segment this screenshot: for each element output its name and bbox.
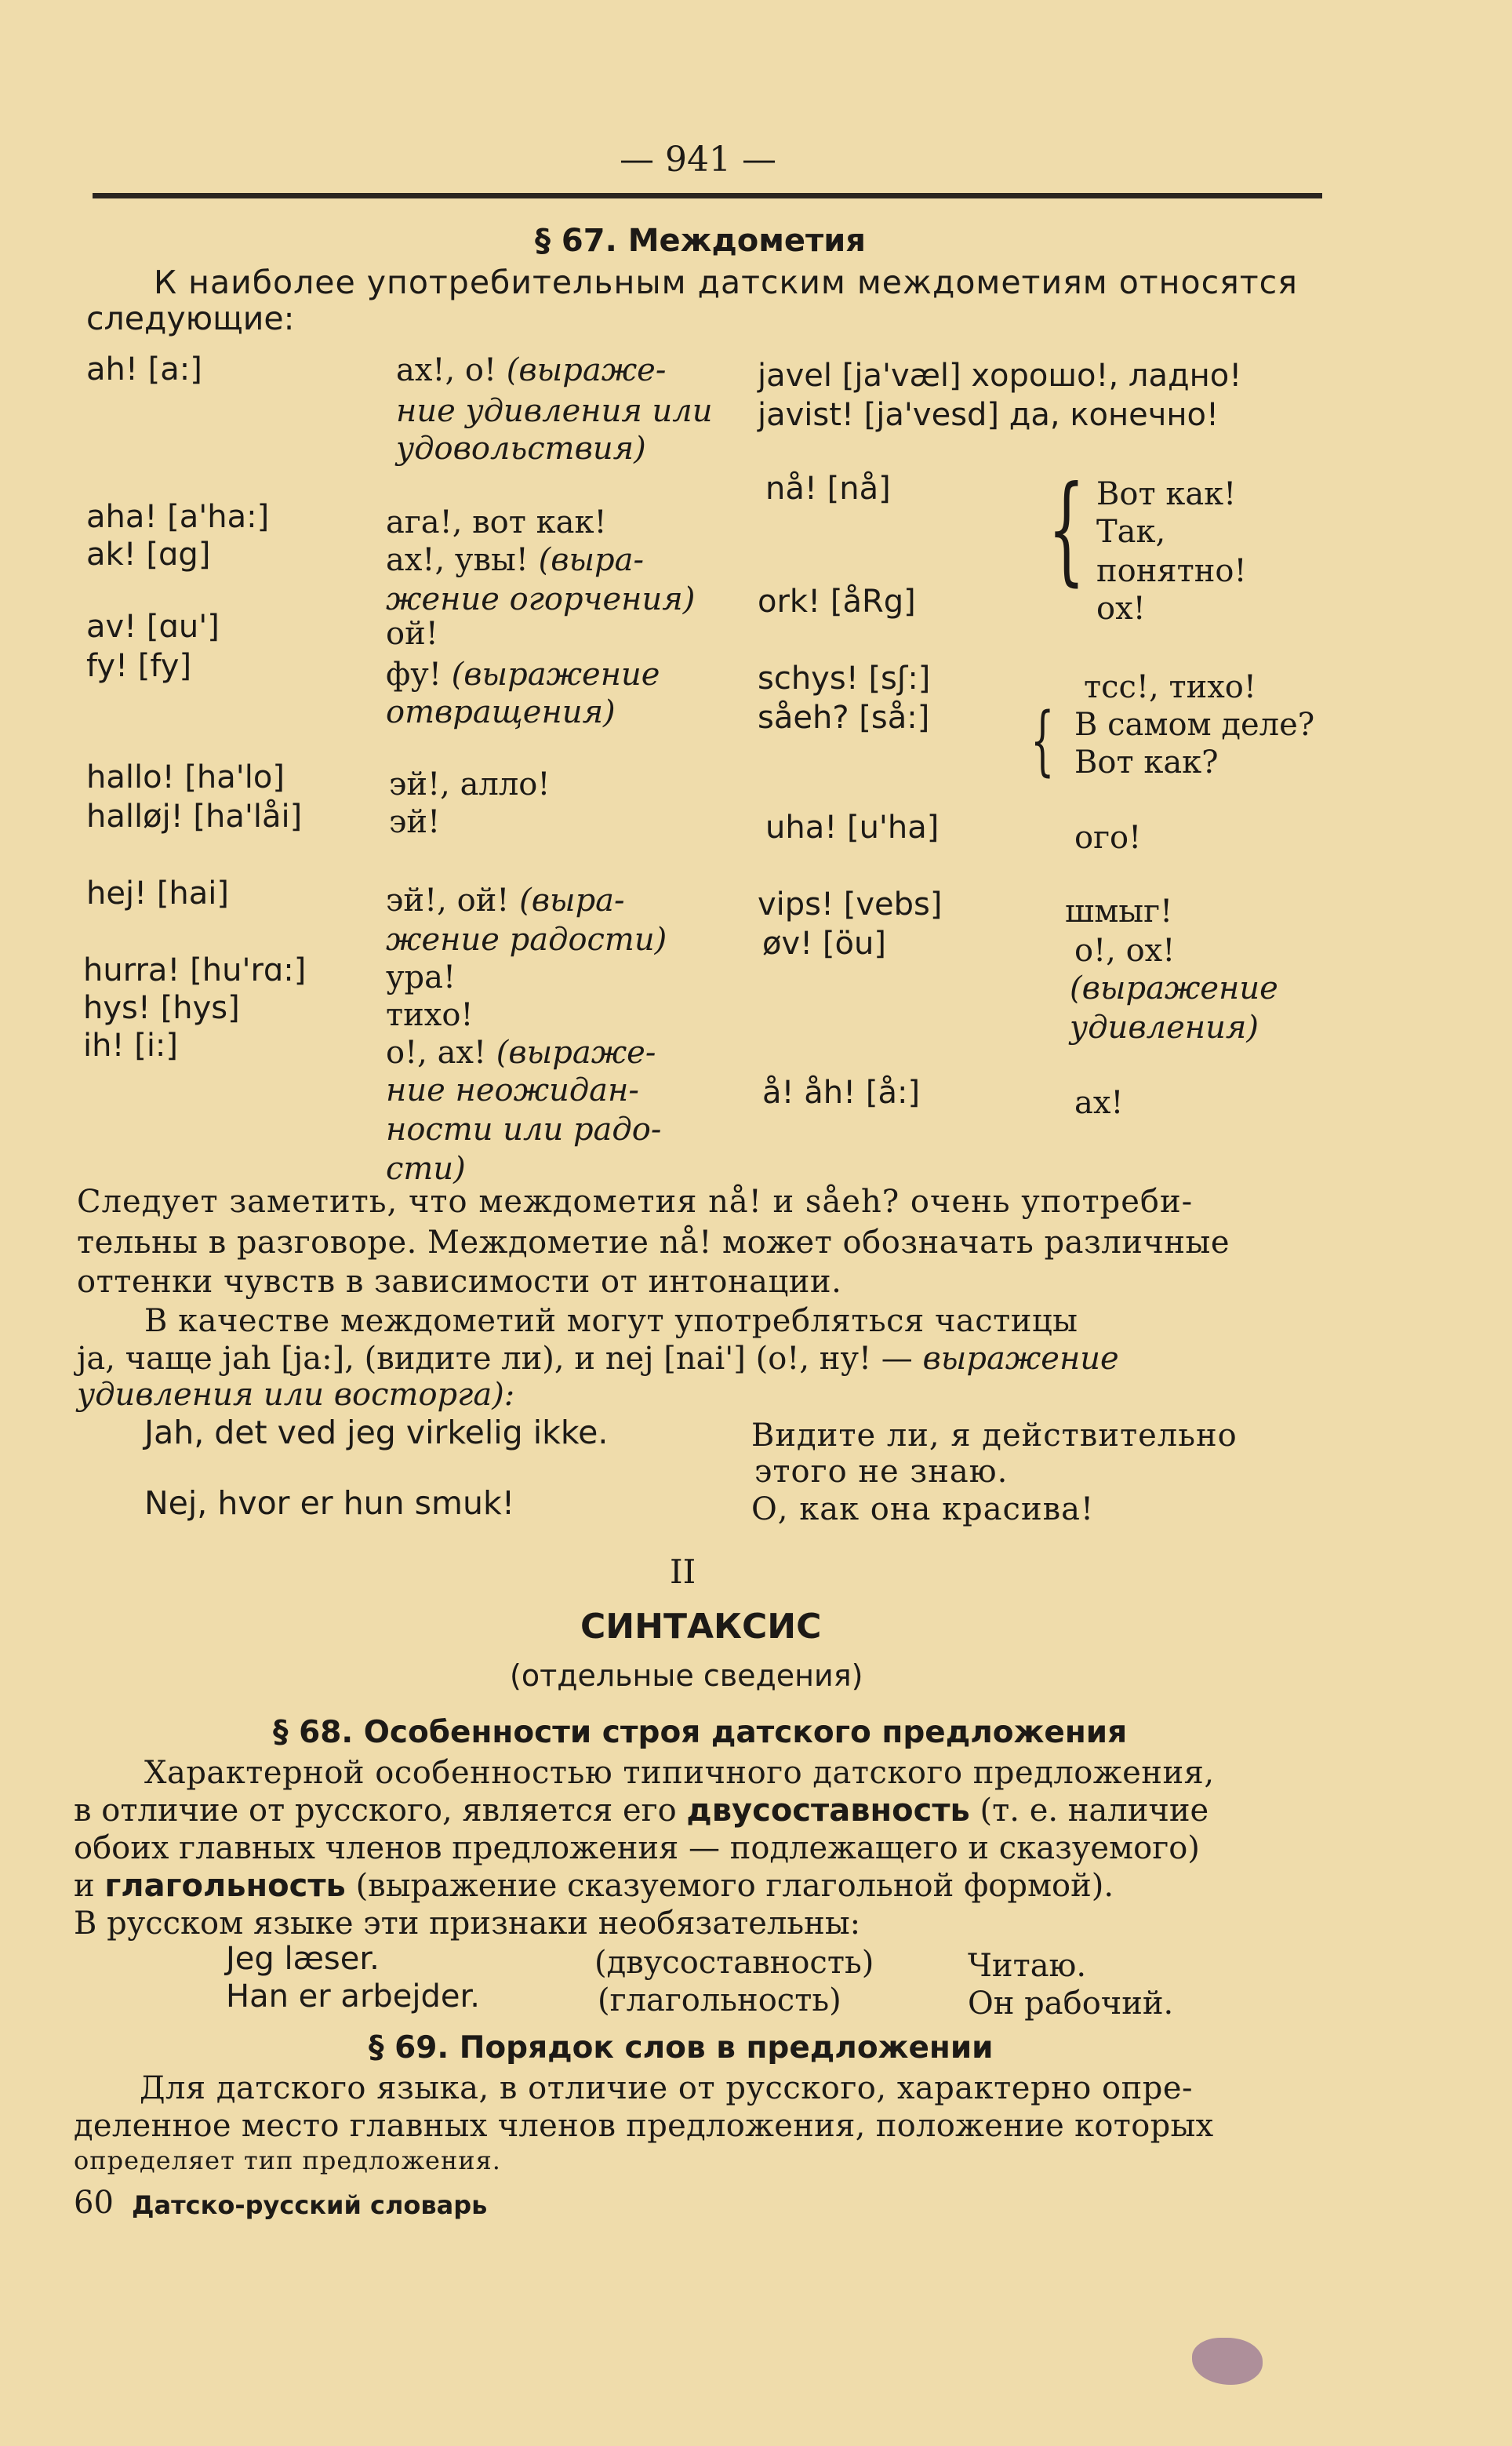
entry-note: ние неожидан-	[386, 1072, 639, 1108]
s68-bold-term: глагольность	[104, 1868, 346, 1904]
entry-note: (выраже-	[506, 352, 667, 388]
entry-translation: эй!, ой!	[386, 883, 510, 919]
entry-note: (выра-	[538, 542, 645, 578]
right-translation: (выражение	[1070, 970, 1278, 1006]
entry-word: ak! [ɑg]	[86, 537, 211, 573]
entry-word: aha! [a'ha:]	[86, 499, 270, 535]
part-subtitle: (отдельные сведения)	[510, 1658, 863, 1693]
s68-text: В русском языке эти признаки необязательны:	[74, 1905, 861, 1942]
header-rule	[93, 193, 1322, 198]
entry-translation: эй!, алло!	[389, 766, 551, 803]
s68-text: (т. е. наличие	[980, 1793, 1209, 1829]
s68-text: Характерной особенностью типичного датского предложения,	[144, 1755, 1215, 1791]
entry-translation: ах!, увы!	[386, 542, 529, 578]
s68-example-russian: Читаю.	[968, 1948, 1087, 1984]
example-russian: Видите ли, я действительно	[751, 1418, 1238, 1454]
entry-note: (выра-	[519, 883, 625, 919]
entry-word: ah! [a:]	[86, 351, 202, 388]
entry-translation: ура!	[386, 959, 456, 996]
s68-example-danish: Han er arbejder.	[226, 1978, 480, 2015]
entry-word: vips! [vebs]	[758, 886, 943, 923]
entry-word: schys! [sʃ:]	[758, 661, 931, 697]
right-translation: ох!	[1096, 591, 1146, 627]
entry-word: hys! [hys]	[83, 990, 240, 1026]
s68-text: (выражение сказуемого глагольной формой).	[355, 1868, 1114, 1904]
example-danish: Jah, det ved jeg virkelig ikke.	[144, 1414, 609, 1451]
right-translation: В самом деле?	[1074, 707, 1315, 743]
entry-note: (выражение	[451, 657, 660, 693]
s68-example-russian: Он рабочий.	[968, 1986, 1174, 2022]
s68-text: в отличие от русского, является его	[74, 1793, 677, 1829]
s69-text: деленное место главных членов предложения, положение которых	[74, 2108, 1214, 2144]
entry-translation: тихо!	[386, 997, 474, 1033]
curly-brace: {	[1030, 697, 1055, 784]
s68-bold-term: двусоставность	[686, 1793, 970, 1829]
entry-word: ih! [i:]	[83, 1028, 179, 1064]
entry-note: жение огорчения)	[386, 581, 696, 617]
right-translation: тсс!, тихо!	[1084, 669, 1256, 705]
entry-note: ние удивления или	[396, 393, 713, 429]
entry-translation: ой!	[386, 616, 438, 652]
entry-translation: о!, ах!	[386, 1035, 487, 1071]
entry-note: сти)	[386, 1151, 466, 1187]
entry-note: отвращения)	[386, 694, 616, 730]
example-russian: О, как она красива!	[751, 1491, 1095, 1527]
s68-text: и	[74, 1868, 95, 1904]
para-text: удивления или восторга):	[77, 1377, 515, 1413]
s68-example-note: (глагольность)	[598, 1982, 841, 2018]
entry-word: nå! [nå]	[765, 471, 891, 507]
right-translation: о!, ох!	[1074, 933, 1176, 969]
s68-example-danish: Jeg læser.	[226, 1941, 380, 1977]
entry-word: javist! [ja'vesd] да, конечно!	[758, 397, 1219, 433]
entry-translation: ага!, вот как!	[386, 504, 607, 541]
footer-number: 60	[74, 2185, 114, 2221]
para-text: выражение	[922, 1341, 1119, 1377]
entry-word: hurra! [hu'rɑ:]	[83, 952, 307, 988]
entry-translation: фу!	[386, 657, 442, 693]
entry-note: (выраже-	[496, 1035, 656, 1071]
s69-text: определяет тип предложения.	[74, 2146, 501, 2175]
curly-brace: {	[1048, 461, 1085, 598]
right-translation: ах!	[1074, 1085, 1124, 1121]
entry-word: hallo! [ha'lo]	[86, 759, 285, 795]
para-text: ja, чаще jah [ja:], (видите ли), и nej [nai'] (о!, ну! —	[77, 1341, 913, 1377]
intro-line-1: К наиболее употребительным датским междометиям относятся	[154, 264, 1298, 301]
entry-word: såeh? [så:]	[758, 700, 930, 736]
right-translation: Вот как?	[1074, 744, 1219, 781]
note-text: Следует заметить, что междометия	[77, 1184, 698, 1220]
s68-text: обоих главных членов предложения — подлежащего и сказуемого)	[74, 1830, 1200, 1866]
part-numeral: II	[670, 1552, 696, 1591]
entry-note: удовольствия)	[396, 431, 646, 467]
entry-word: javel [ja'væl] хорошо!, ладно!	[758, 358, 1242, 394]
entry-translation: ах!, о!	[396, 352, 497, 388]
section-69-heading: § 69. Порядок слов в предложении	[369, 2030, 994, 2066]
section-67-heading: § 67. Междометия	[535, 223, 866, 259]
s68-example-note: (двусоставность)	[594, 1945, 874, 1981]
right-translation: удивления)	[1070, 1010, 1259, 1046]
entry-word: ork! [åRg]	[758, 584, 916, 620]
example-danish: Nej, hvor er hun smuk!	[144, 1484, 515, 1522]
intro-line-2: следующие:	[86, 300, 295, 337]
note-text: nå! и såeh? очень употреби-	[708, 1184, 1194, 1220]
entry-word: fy! [fy]	[86, 648, 192, 684]
example-russian: этого не знаю.	[754, 1454, 1009, 1490]
entry-word: å! åh! [å:]	[762, 1075, 921, 1111]
section-68-heading: § 68. Особенности строя датского предложения	[273, 1715, 1128, 1750]
entry-note: жение радости)	[386, 922, 667, 958]
right-translation: Так,	[1096, 514, 1166, 550]
entry-word: halløj! [ha'låi]	[86, 799, 303, 835]
s69-text: Для датского языка, в отличие от русского, характерно опре-	[140, 2070, 1194, 2106]
page-number: — 941 —	[620, 140, 776, 180]
para-text: В качестве междометий могут употребляться частицы	[144, 1303, 1078, 1339]
entry-word: hej! [hai]	[86, 875, 230, 912]
entry-word: av! [ɑu']	[86, 609, 220, 645]
right-translation: ого!	[1074, 820, 1142, 856]
note-text: оттенки чувств в зависимости от интонации.	[77, 1264, 842, 1300]
entry-translation: эй!	[389, 804, 441, 840]
entry-note: ности или радо-	[386, 1112, 662, 1148]
right-translation: Вот как!	[1096, 476, 1237, 512]
right-translation: шмыг!	[1065, 894, 1173, 930]
library-stamp	[1192, 2338, 1263, 2385]
part-title: СИНТАКСИС	[580, 1607, 822, 1647]
footer-title: Датско-русский словарь	[132, 2190, 488, 2220]
entry-word: øv! [öu]	[762, 926, 886, 962]
entry-word: uha! [u'ha]	[765, 810, 940, 846]
note-text: тельны в разговоре. Междометие nå! может обозначать различные	[77, 1225, 1230, 1261]
right-translation: понятно!	[1096, 553, 1247, 589]
